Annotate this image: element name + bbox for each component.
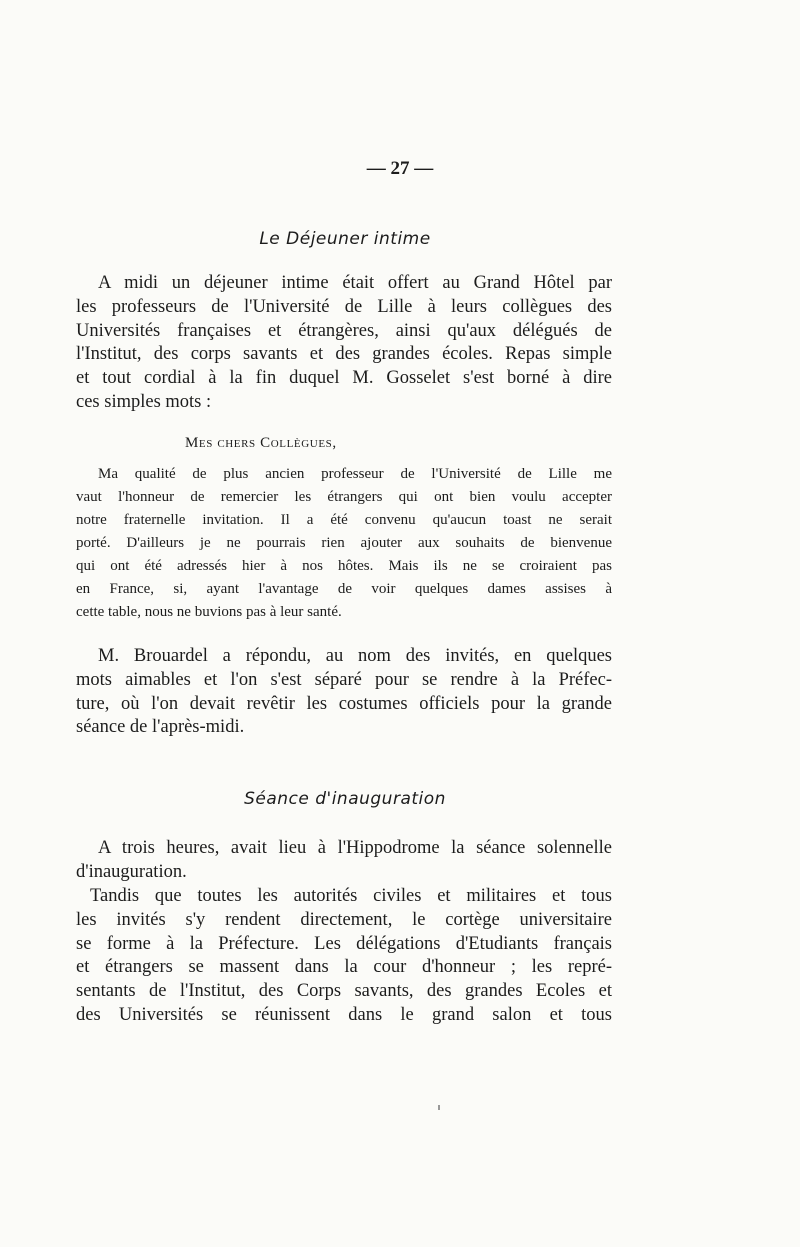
print-speck <box>438 1105 440 1110</box>
speech-text <box>76 463 612 624</box>
text-line: A midi un déjeuner intime était offert au Grand Hôtel par <box>98 273 612 293</box>
paragraph-cortege <box>76 885 612 1028</box>
text-line: cette table, nous ne buvions pas à leur santé. <box>76 604 342 620</box>
text-line: sentants de l'Institut, des Corps savants, des grandes Ecoles et <box>76 981 612 1002</box>
paragraph-seance-intro <box>76 837 612 885</box>
text-line: d'inauguration. <box>76 861 187 882</box>
text-line: séance de l'après-midi. <box>76 717 245 738</box>
text-line: Tandis que toutes les autorités civiles et militaires et tous <box>90 886 612 906</box>
text-line: notre fraternelle invitation. Il a été convenu qu'aucun toast ne serait <box>76 512 612 528</box>
text-line: ces simples mots : <box>76 391 212 412</box>
paragraph-dejeuner-intro <box>76 272 612 415</box>
speech-salutation: Mes chers Collègues, <box>185 435 337 451</box>
text-line: les invités s'y rendent directement, le cortège universitaire <box>76 909 612 930</box>
text-line: vaut l'honneur de remercier les étrangers qui ont bien voulu accepter <box>76 489 612 505</box>
text-line: et tout cordial à la fin duquel M. Gosselet s'est borné à dire <box>76 368 612 389</box>
text-line: et étrangers se massent dans la cour d'honneur ; les repré- <box>76 957 612 978</box>
page-number: — 27 — <box>366 158 434 179</box>
section-heading-seance: Séance d'inauguration <box>244 789 446 809</box>
section-heading-dejeuner: Le Déjeuner intime <box>259 229 431 249</box>
text-line: en France, si, ayant l'avantage de voir quelques dames assises à <box>76 581 612 597</box>
text-line: porté. D'ailleurs je ne pourrais rien ajouter aux souhaits de bienvenue <box>76 535 612 551</box>
text-line: M. Brouardel a répondu, au nom des invités, en quelques <box>98 646 612 666</box>
text-line: des Universités se réunissent dans le grand salon et tous <box>76 1004 612 1025</box>
text-line: qui ont été adressés hier à nos hôtes. Mais ils ne se croiraient pas <box>76 558 612 574</box>
text-line: se forme à la Préfecture. Les délégations d'Etudiants français <box>76 933 612 954</box>
text-line: A trois heures, avait lieu à l'Hippodrome la séance solennelle <box>98 838 612 858</box>
text-line: l'Institut, des corps savants et des grandes écoles. Repas simple <box>76 344 612 365</box>
text-line: ture, où l'on devait revêtir les costumes officiels pour la grande <box>76 693 612 714</box>
paragraph-brouardel <box>76 645 612 740</box>
text-line: Ma qualité de plus ancien professeur de l'Université de Lille me <box>98 466 612 482</box>
text-line: mots aimables et l'on s'est séparé pour se rendre à la Préfec- <box>76 669 612 690</box>
text-line: les professeurs de l'Université de Lille à leurs collègues des <box>76 296 612 317</box>
text-line: Universités françaises et étrangères, ainsi qu'aux délégués de <box>76 320 612 341</box>
